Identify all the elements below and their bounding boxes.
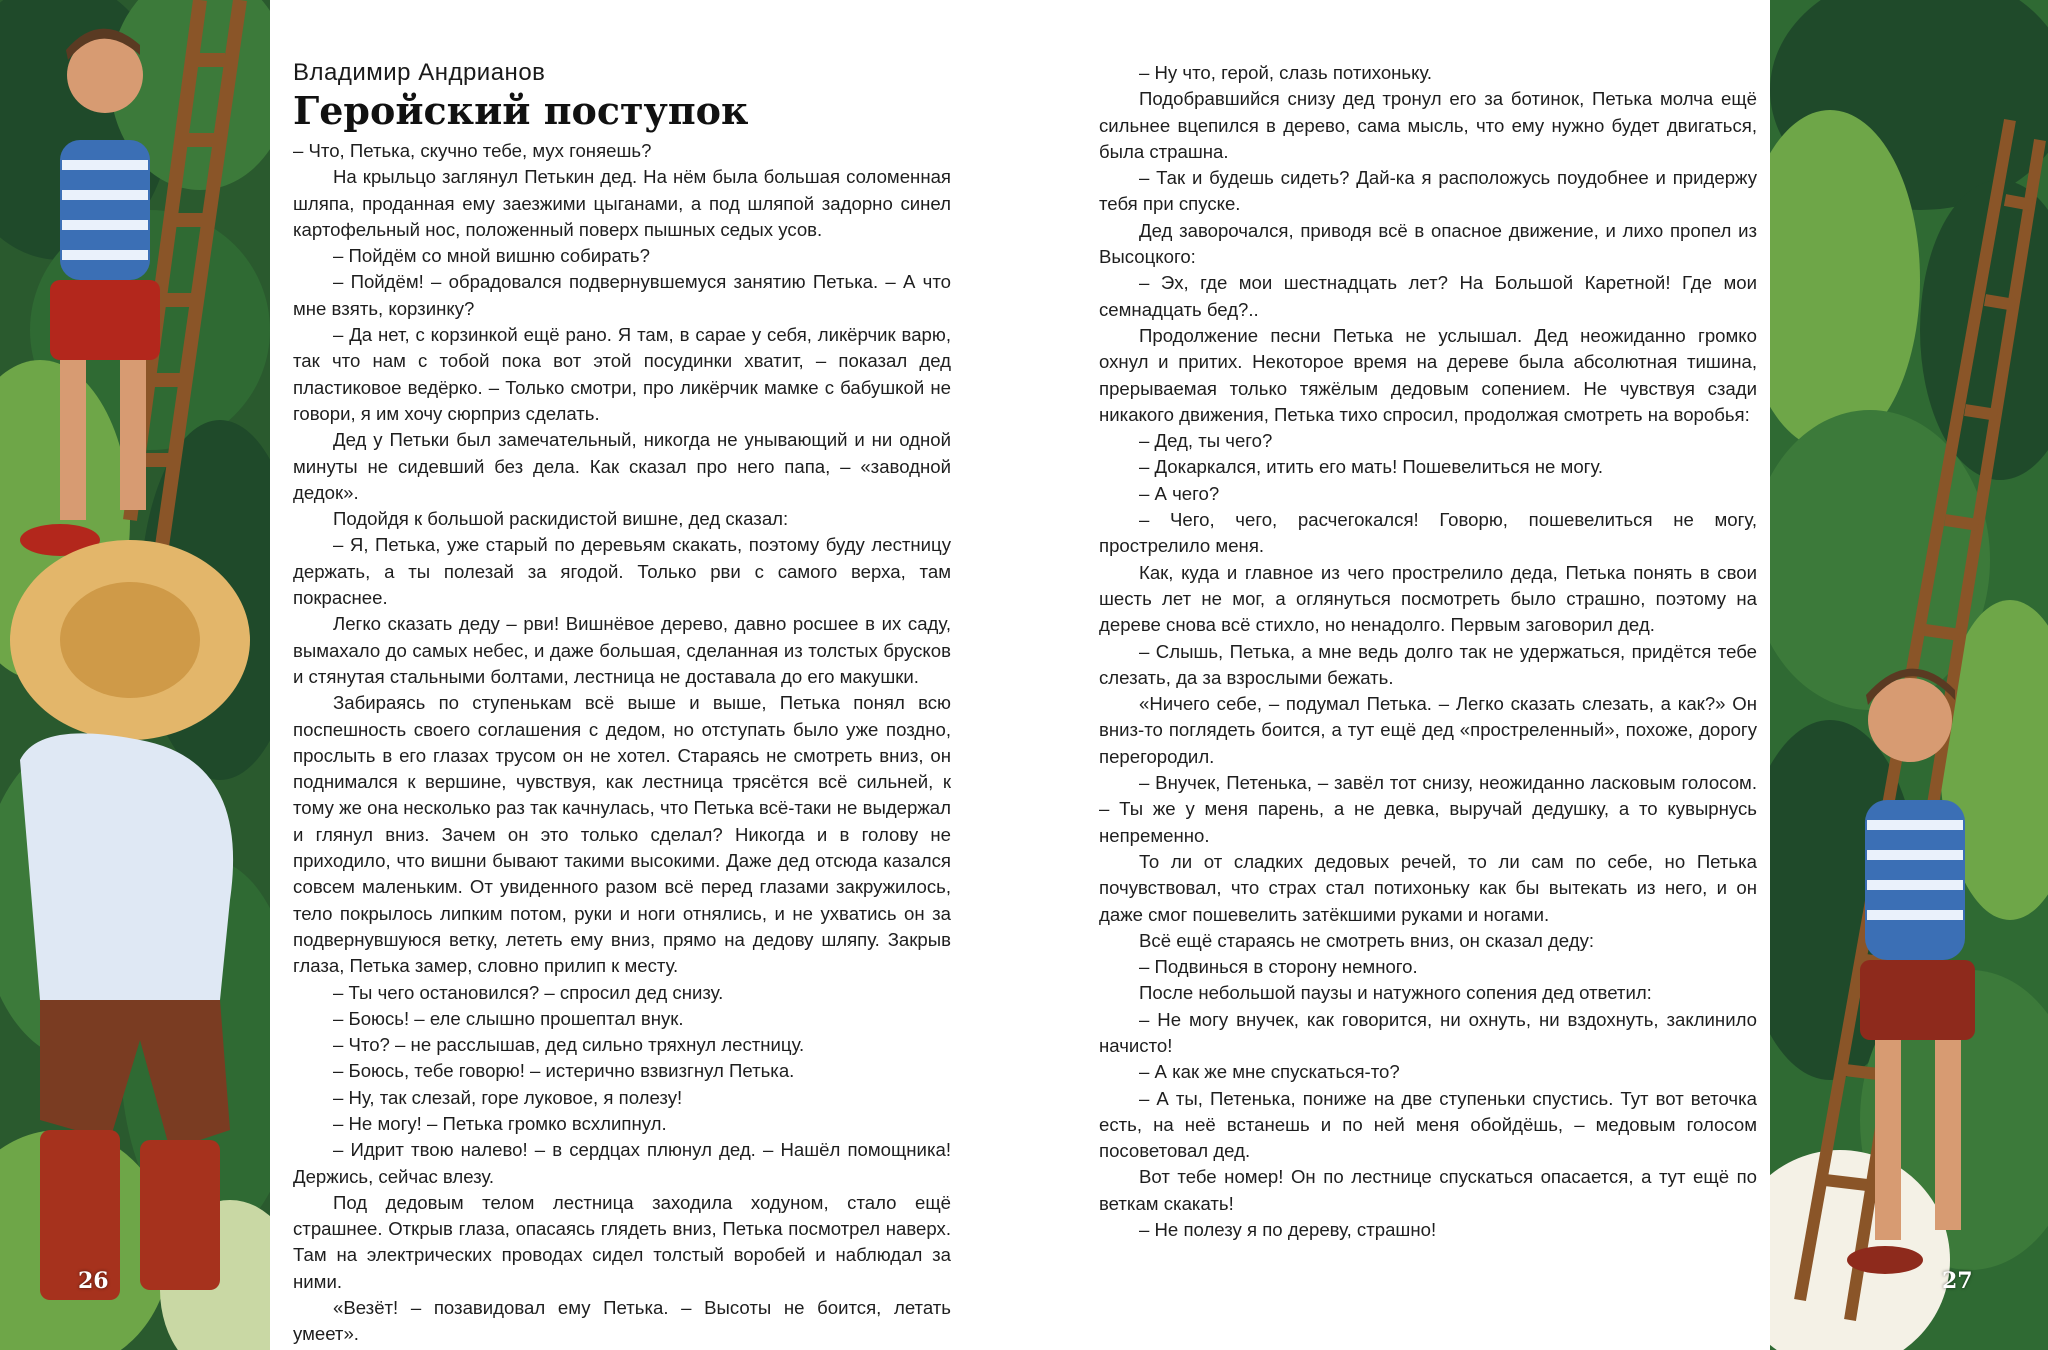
- paragraph: – А чего?: [1139, 482, 1220, 504]
- paragraph: Продолжение песни Петька не услышал. Дед неожиданно громко охнул и притих. Некоторое время на дереве была абсолютная тишина, прерываемая только тяжёлым дедовым сопением. Не чувствуя сзади никакого движения, Петька тихо спросил, продолжая смотреть на воробья:: [1099, 324, 1757, 425]
- paragraph: – Так и будешь сидеть? Дай-ка я расположусь поудобнее и придержу тебя при спуске.: [1099, 167, 1757, 215]
- left-body-text: [293, 138, 951, 1348]
- right-illustration-drawing: [1770, 0, 2048, 1350]
- paragraph: – Я, Петька, уже старый по деревьям скакать, поэтому буду лестницу держать, а ты полезай за ягодой. Только рви с самого верха, там покраснее.: [293, 534, 951, 609]
- paragraph: Подобравшийся снизу дед тронул его за ботинок, Петька молча ещё сильнее вцепился в дерево, сама мысль, что ему нужно будет двигаться, была страшна.: [1099, 88, 1757, 162]
- paragraph: – Да нет, с корзинкой ещё рано. Я там, в сарае у себя, ликёрчик варю, так что нам с тобой пока вот этой посудинки хватит, – показал дед пластиковое ведёрко. – Только смотри, про ликёрчик мамке с бабушкой не говори, я им хочу сюрприз сделать.: [293, 324, 951, 424]
- paragraph: – Слышь, Петька, а мне ведь долго так не удержаться, придётся тебе слезать, да за взрослыми бежать.: [1099, 640, 1757, 688]
- paragraph: – Ну, так слезай, горе луковое, я полезу!: [333, 1086, 683, 1108]
- paragraph: – Что? – не расслышав, дед сильно тряхнул лестницу.: [333, 1034, 805, 1056]
- paragraph: То ли от сладких дедовых речей, то ли сам по себе, но Петька почувствовал, что страх стал потихоньку как бы вытекать из него, и он даже смог пошевелить затёкшими руками и ногами.: [1099, 850, 1757, 925]
- paragraph: – Не могу! – Петька громко всхлипнул.: [333, 1112, 667, 1134]
- paragraph: – А как же мне спускаться-то?: [1139, 1061, 1400, 1083]
- paragraph: – Эх, где мои шестнадцать лет? На Большой Каретной! Где мои семнадцать бед?..: [1099, 272, 1757, 320]
- paragraph: Забираясь по ступенькам всё выше и выше, Петька понял всю поспешность своего соглашения с дедом, но отступать было уже поздно, прослыть в его глазах трусом он не хотел. Стараясь не смотреть вниз, он поднимался к вершине, чувствуя, как лестница трясётся всё сильней, к тому же она несколько раз так качнулась, что Петька всё-таки не выдержал и глянул вниз. Зачем он это только сделал? Никогда и в голову не приходило, что вишни бывают такими высокими. Даже дед отсюда казался совсем маленьким. От увиденного разом всё перед глазами закружилось, тело покрылось липким потом, руки и ноги отнялись, и не ухватись он за подвернувшуюся ветку, лететь ему вниз, прямо на дедову шляпу. Закрыв глаза, Петька замер, словно прилип к месту.: [293, 692, 951, 977]
- page-number-left: 26: [78, 1268, 109, 1294]
- right-page-illustration: [1770, 0, 2048, 1350]
- paragraph: Подойдя к большой раскидистой вишне, дед сказал:: [333, 508, 789, 530]
- paragraph: Как, куда и главное из чего прострелило деда, Петька понять в свои шесть лет не мог, а оглянуться посмотреть было страшно, поэтому на дереве снова всё стихло, но ненадолго. Первым заговорил дед.: [1099, 561, 1757, 636]
- paragraph: – Внучек, Петенька, – завёл тот снизу, неожиданно ласковым голосом. – Ты же у меня парень, а не девка, выручай дедушку, а то кувырнусь непременно.: [1099, 772, 1757, 846]
- right-body-text: [1099, 60, 1757, 1243]
- paragraph: – Боюсь, тебе говорю! – истерично взвизгнул Петька.: [333, 1060, 795, 1082]
- paragraph: – Не полезу я по дереву, страшно!: [1139, 1219, 1437, 1241]
- paragraph: Дед заворочался, приводя всё в опасное движение, и лихо пропел из Высоцкого:: [1099, 219, 1757, 268]
- paragraph: Под дедовым телом лестница заходила ходуном, стало ещё страшнее. Открыв глаза, опасаясь глядеть вниз, Петька посмотрел наверх. Там на электрических проводах сидел толстый воробей и наблюдал за ними.: [293, 1191, 951, 1292]
- left-page-text: [293, 58, 951, 1348]
- author-name: Владимир Андрианов: [293, 59, 546, 86]
- paragraph: «Ничего себе, – подумал Петька. – Легко сказать слезать, а как?» Он вниз-то поглядеть боится, а тут ещё дед «простреленный», похоже, дорогу перегородил.: [1099, 693, 1757, 767]
- left-illustration-drawing: [0, 0, 270, 1350]
- paragraph: После небольшой паузы и натужного сопения дед ответил:: [1139, 982, 1652, 1004]
- paragraph: Вот тебе номер! Он по лестнице спускаться опасается, а тут ещё по веткам скакать!: [1099, 1166, 1757, 1214]
- paragraph: – Подвинься в сторону немного.: [1139, 956, 1418, 978]
- paragraph: Легко сказать деду – рви! Вишнёвое дерево, давно росшее в их саду, вымахало до самых небес, и даже большая, сделанная из толстых брусков и стянутая стальными болтами, лестница не доставала до его макушки.: [293, 613, 951, 687]
- right-page-text: [1099, 60, 1757, 1243]
- paragraph: – А ты, Петенька, пониже на две ступеньки спустись. Тут вот веточка есть, на неё встанешь и по ней меня обойдёшь, – медовым голосом посоветовал дед.: [1099, 1087, 1757, 1162]
- paragraph: – Пойдём! – обрадовался подвернувшемуся занятию Петька. – А что мне взять, корзинку?: [293, 271, 951, 319]
- page-number-right: 27: [1942, 1268, 1973, 1294]
- paragraph: «Везёт! – позавидовал ему Петька. – Высоты не боится, летать умеет».: [293, 1297, 951, 1345]
- story-title: Геройский поступок: [293, 88, 749, 133]
- paragraph: – Что, Петька, скучно тебе, мух гоняешь?: [293, 140, 652, 161]
- paragraph: – Ты чего остановился? – спросил дед снизу.: [333, 981, 724, 1003]
- paragraph: – Ну что, герой, слазь потихоньку.: [1139, 62, 1433, 83]
- paragraph: – Идрит твою налево! – в сердцах плюнул дед. – Нашёл помощника! Держись, сейчас влезу.: [293, 1139, 951, 1187]
- paragraph: – Пойдём со мной вишню собирать?: [333, 245, 650, 267]
- paragraph: На крыльцо заглянул Петькин дед. На нём была большая соломенная шляпа, проданная ему заезжими цыганами, а под шляпой задорно синел картофельный нос, положенный поверх пышных седых усов.: [293, 166, 951, 240]
- paragraph: – Не могу внучек, как говорится, ни охнуть, ни вздохнуть, заклинило начисто!: [1099, 1008, 1757, 1056]
- paragraph: – Докаркался, итить его мать! Пошевелиться не могу.: [1139, 456, 1604, 478]
- paragraph: Дед у Петьки был замечательный, никогда не унывающий и ни одной минуты не сидевший без дела. Как сказал про него папа, – «заводной дедок».: [293, 429, 951, 503]
- left-page-illustration: [0, 0, 270, 1350]
- paragraph: – Чего, чего, расчегокался! Говорю, пошевелиться не могу, прострелило меня.: [1099, 509, 1757, 557]
- paragraph: Всё ещё стараясь не смотреть вниз, он сказал деду:: [1139, 929, 1595, 951]
- paragraph: – Дед, ты чего?: [1139, 430, 1273, 452]
- paragraph: – Боюсь! – еле слышно прошептал внук.: [333, 1007, 684, 1029]
